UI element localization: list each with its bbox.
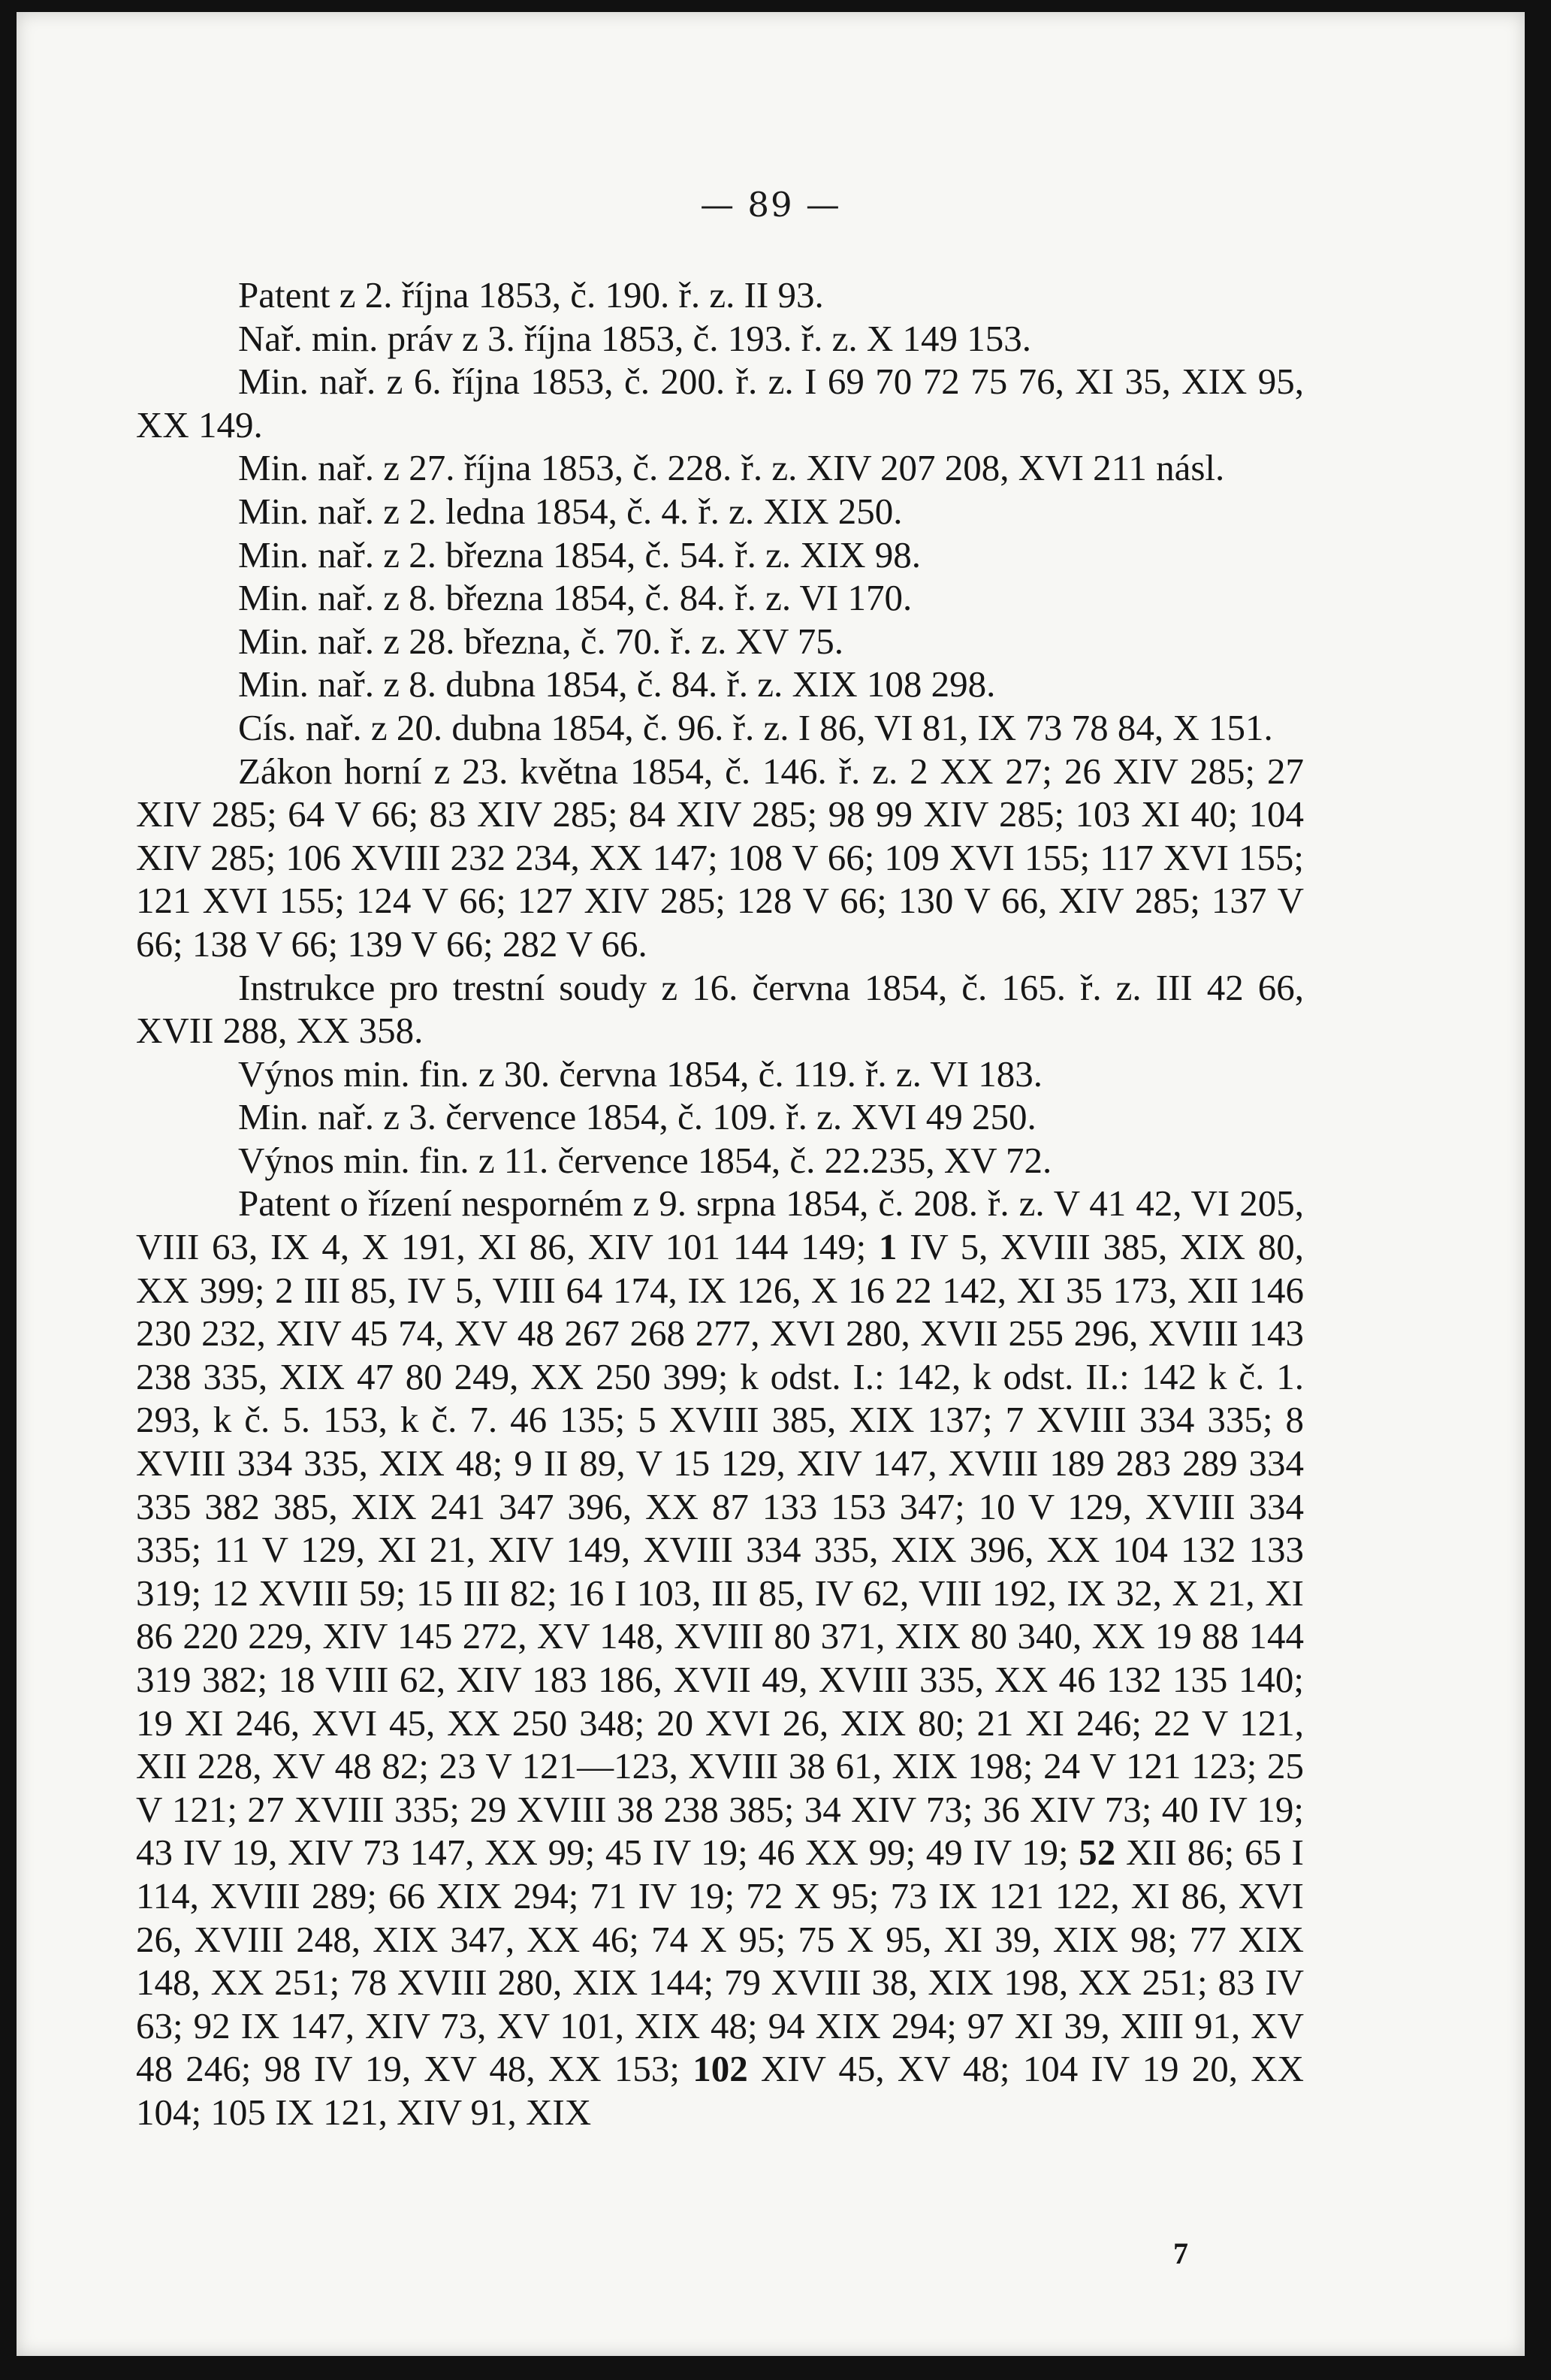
page-number: — 89 —	[700, 185, 841, 225]
entry-text: IV 5, XVIII 385, XIX 80, XX 399; 2 III 85, IV 5, VIII 64 174, IX 126, X 16 22 142, XI 35 173, XII 146 230 232, XIV 45 74, XV 48 267 268 277, XVI 280, XVII 255 296, XVIII 143 238 335, XIX 47 80 249, XX 250 399; k odst. I.: 142, k odst. II.: 142 k č. 1. 293, k č. 5. 153, k č. 7. 46 135; 5 XVIII 385, XIX 137; 7 XVIII 334 335; 8 XVIII 334 335, XIX 48; 9 II 89, V 15 129, XIV 147, XVIII 189 283 289 334 335 382 385, XIX 241 347 396, XX 87 133 153 347; 10 V 129, XVIII 334 335; 11 V 129, XI 21, XIV 149, XVIII 334 335, XIX 396, XX 104 132 133 319; 12 XVIII 59; 15 III 82; 16 I 103, III 85, IV 62, VIII 192, IX 32, X 21, XI 86 220 229, XIV 145 272, XV 148, XVIII 80 371, XIX 80 340, XX 19 88 144 319 382; 18 VIII 62, XIV 183 186, XVII 49, XVIII 335, XX 46 132 135 140; 19 XI 246, XVI 45, XX 250 348; 20 XVI 26, XIX 80; 21 XI 246; 22 V 121, XII 228, XV 48 82; 23 V 121—123, XVIII 38 61, XIX 198; 24 V 121 123; 25 V 121; 27 XVIII 335; 29 XVIII 38 238 385; 34 XIV 73; 36 XIV 73; 40 IV 19; 43 IV 19, XIV 73 147, XX 99; 45 IV 19; 46 XX 99; 49 IV 19;	[136, 1226, 1304, 1874]
bold-reference: 1	[878, 1226, 898, 1268]
index-entry: Min. nař. z 6. října 1853, č. 200. ř. z. I 69 70 72 75 76, XI 35, XIX 95, XX 149.	[136, 361, 1304, 445]
index-entry: Patent z 2. října 1853, č. 190. ř. z. II 93.	[238, 274, 824, 316]
entry-text: XII 86; 65 I 114, XVIII 289; 66 XIX 294; 71 IV 19; 72 X 95; 73 IX 121 122, XI 86, XVI 26, XVIII 248, XIX 347, XX 46; 74 X 95; 75 X 95, XI 39, XIX 98; 77 XIX 148, XX 251; 78 XVIII 280, XIX 144; 79 XVIII 38, XIX 198, XX 251; 83 IV 63; 92 IX 147, XIV 73, XV 101, XIX 48; 94 XIX 294; 97 XI 39, XIII 91, XV 48 246; 98 IV 19, XV 48, XX 153;	[136, 1832, 1304, 2090]
index-entry: Min. nař. z 28. března, č. 70. ř. z. XV 75.	[238, 620, 844, 662]
index-entry: Min. nař. z 8. března 1854, č. 84. ř. z. VI 170.	[238, 577, 913, 619]
index-entry: Min. nař. z 27. října 1853, č. 228. ř. z. XIV 207 208, XVI 211 násl.	[238, 447, 1225, 489]
index-entry: Min. nař. z 2. března 1854, č. 54. ř. z. XIX 98.	[238, 533, 921, 575]
signature-mark: 7	[1173, 2237, 1188, 2270]
entry-text: XIV 45, XV 48; 104 IV 19 20, XX 104; 105 IX 121, XIV 91, XIX	[136, 2048, 1304, 2133]
index-entry: Výnos min. fin. z 11. července 1854, č. 22.235, XV 72.	[238, 1139, 1052, 1181]
bold-reference: 52	[1079, 1832, 1116, 1874]
index-entry: Min. nař. z 8. dubna 1854, č. 84. ř. z. XIX 108 298.	[238, 663, 996, 705]
index-entry: Instrukce pro trestní soudy z 16. června 1854, č. 165. ř. z. III 42 66, XVII 288, XX 358.	[136, 966, 1304, 1052]
index-text	[136, 273, 1304, 2134]
index-entry: Výnos min. fin. z 30. června 1854, č. 119. ř. z. VI 183.	[238, 1053, 1043, 1095]
entry-text: Patent o řízení nesporném z 9. srpna 1854, č. 208. ř. z. V 41 42, VI 205, VIII 63, IX 4, X 191, XI 86, XIV 101 144 149;	[136, 1182, 1304, 1268]
bold-reference: 102	[693, 2048, 748, 2090]
index-entry-patent-nesporne	[136, 1182, 1304, 2134]
document-page	[17, 12, 1525, 2356]
index-entry: Zákon horní z 23. května 1854, č. 146. ř. z. 2 XX 27; 26 XIV 285; 27 XIV 285; 64 V 66; 83 XIV 285; 84 XIV 285; 98 99 XIV 285; 103 XI 40; 104 XIV 285; 106 XVIII 232 234, XX 147; 108 V 66; 109 XVI 155; 117 XVI 155; 121 XVI 155; 124 V 66; 127 XIV 285; 128 V 66; 130 V 66, XIV 285; 137 V 66; 138 V 66; 139 V 66; 282 V 66.	[136, 750, 1304, 965]
index-entry: Min. nař. z 2. ledna 1854, č. 4. ř. z. XIX 250.	[238, 490, 903, 532]
index-entry: Min. nař. z 3. července 1854, č. 109. ř. z. XVI 49 250.	[238, 1096, 1037, 1138]
index-entry: Nař. min. práv z 3. října 1853, č. 193. ř. z. X 149 153.	[238, 317, 1031, 359]
index-entry: Cís. nař. z 20. dubna 1854, č. 96. ř. z. I 86, VI 81, IX 73 78 84, X 151.	[238, 706, 1273, 748]
